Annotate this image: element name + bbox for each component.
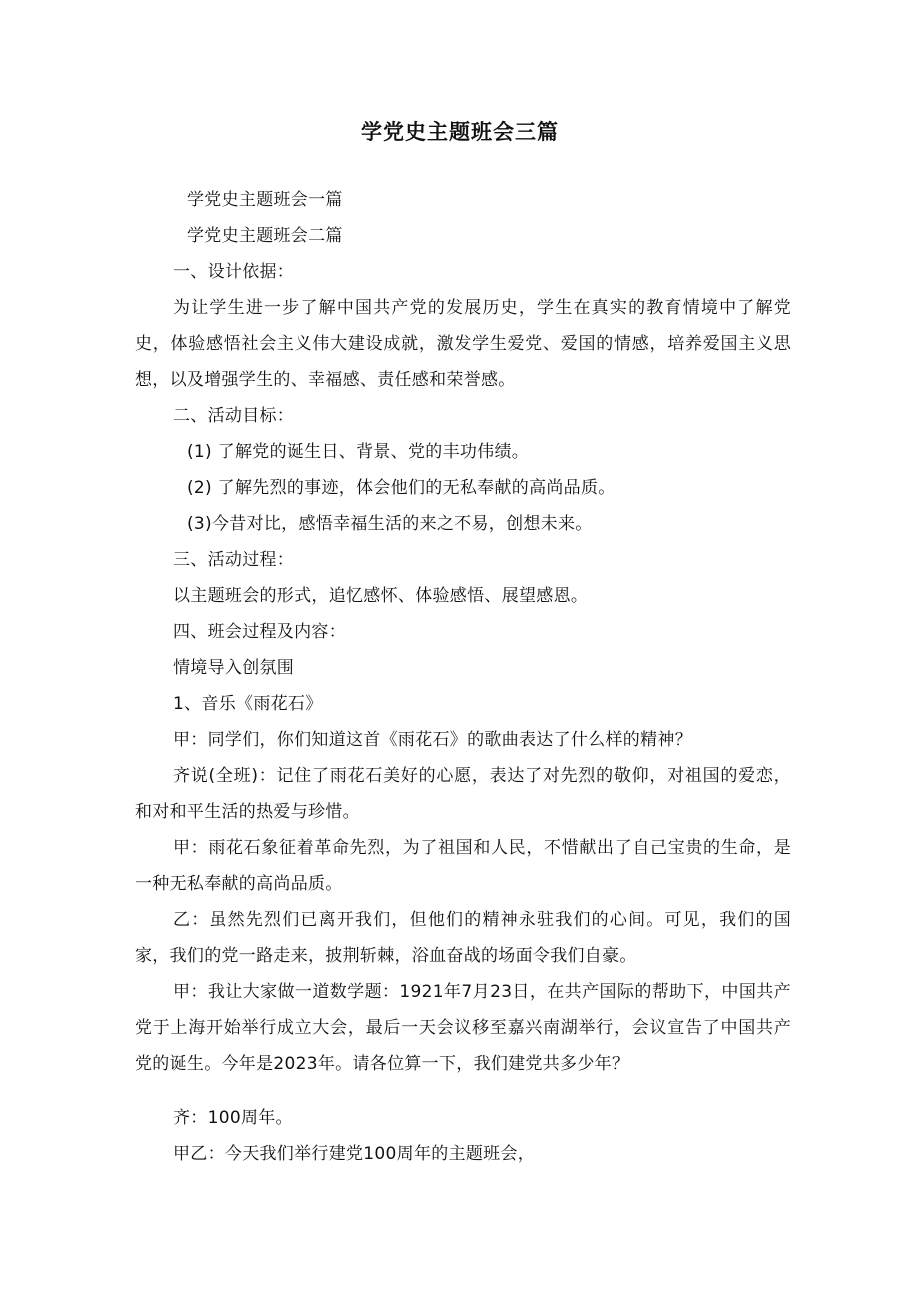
goal-item-3: (3)今昔对比，感悟幸福生活的来之不易，创想未来。 xyxy=(187,514,593,534)
section-heading-content: 四、班会过程及内容： xyxy=(173,622,346,642)
subheading-intro: 情境导入创氛围 xyxy=(173,658,295,678)
dialogue-line: 乙：虽然先烈们已离开我们，但他们的精神永驻我们的心间。可见，我们的国家，我们的党一路走来，披荆斩棘，浴血奋战的场面令我们自豪。 xyxy=(135,910,791,966)
section-heading-process: 三、活动过程： xyxy=(173,550,295,570)
toc-item-1: 学党史主题班会一篇 xyxy=(187,190,343,210)
design-basis-paragraph: 为让学生进一步了解中国共产党的发展历史，学生在真实的教育情境中了解党史，体验感悟社会主义伟大建设成就，激发学生爱党、爱国的情感，培养爱国主义思想，以及增强学生的、幸福感、责任感和荣誉感。 xyxy=(135,298,791,390)
goal-item-1: (1) 了解党的诞生日、背景、党的丰功伟绩。 xyxy=(187,442,530,462)
dialogue-line: 齐：100周年。 xyxy=(173,1108,293,1128)
dialogue-line: 齐说(全班)：记住了雨花石美好的心愿，表达了对先烈的敬仰，对祖国的爱恋，和对和平生活的热爱与珍惜。 xyxy=(135,766,791,822)
toc-item-2: 学党史主题班会二篇 xyxy=(187,226,343,246)
section-heading-design-basis: 一、设计依据： xyxy=(173,262,295,282)
dialogue-line: 甲乙：今天我们举行建党100周年的主题班会， xyxy=(173,1144,536,1164)
dialogue-line: 甲：同学们，你们知道这首《雨花石》的歌曲表达了什么样的精神？ xyxy=(173,730,692,750)
process-paragraph: 以主题班会的形式，追忆感怀、体验感悟、展望感恩。 xyxy=(173,586,589,606)
section-heading-goals: 二、活动目标： xyxy=(173,406,295,426)
document-body xyxy=(135,182,791,1172)
dialogue-line: 甲：我让大家做一道数学题：1921年7月23日，在共产国际的帮助下，中国共产党于上海开始举行成立大会，最后一天会议移至嘉兴南湖举行，会议宣告了中国共产党的诞生。今年是2023年。请各位算一下，我们建党共多少年？ xyxy=(135,982,791,1074)
music-item: 1、音乐《雨花石》 xyxy=(173,694,323,714)
document-title: 学党史主题班会三篇 xyxy=(361,120,559,144)
goal-item-2: (2) 了解先烈的事迹，体会他们的无私奉献的高尚品质。 xyxy=(187,478,616,498)
dialogue-line: 甲：雨花石象征着革命先烈，为了祖国和人民，不惜献出了自己宝贵的生命，是一种无私奉献的高尚品质。 xyxy=(135,838,791,894)
